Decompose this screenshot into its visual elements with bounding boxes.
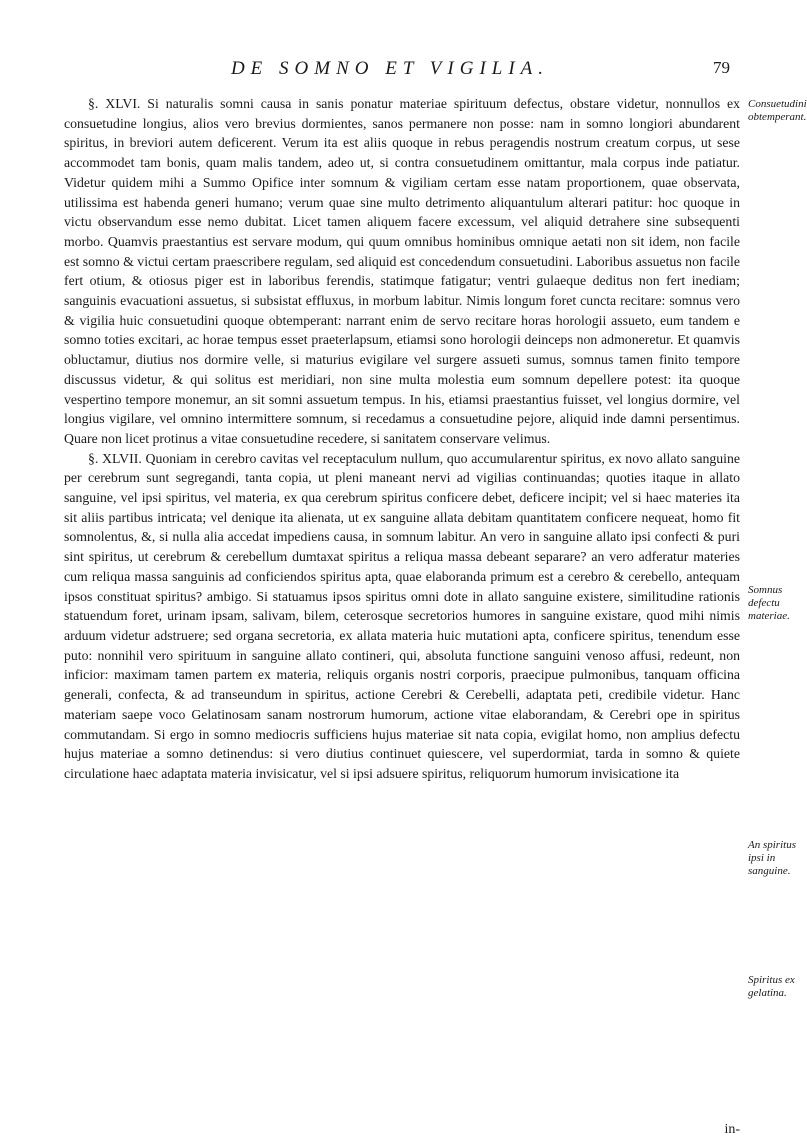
catchword: in- xyxy=(724,1122,740,1137)
body-text xyxy=(64,94,740,784)
paragraph-xlvi: §. XLVI. Si naturalis somni causa in sanis ponatur materiae spirituum defectus, obstare videtur, nonnullos ex consuetudine longius, alios vero brevius dormientes, sanos permanere non posse: nam in somno longiori abundarent spiritus, in breviori autem deficerent. Verum ita est aliis quoque in rebus peragendis nostrum creatum corpus, ut sese accommodet tam bonis, quam malis tandem, adeo ut, si contra consuetudinem omittantur, mala corpus inde patiatur. Videtur quidem mihi a Summo Opifice inter somnum & vigiliam certam esse natam proportionem, quae observata, utilissima est habenda generi humano; verum quae sine multo detrimento aliquantulum alterari patitur: hoc quoque in victu observandum esse nemo dubitat. Licet tamen aliquem facere excessum, vel aliquid detrahere sine subsequenti morbo. Quamvis praestantius est servare modum, qui quum omnibus hominibus omnique aetati non sit idem, non facile est somno & victui certam praescribere regulam, sed aliquid est concedendum consuetudini. Laboribus assuetus non facile fert otium, & otiosus piger est in laboribus ferendis, statimque fatigatur; ventri gulaeque deditus non fert inediam; sanguinis evacuationi assuetus, si subsistat effluxus, in morbum labitur. Nimis longum foret cuncta recitare: somnus vero & vigilia huic consuetudini quoque obtemperant: narrant enim de servo recitare horas horologii assueto, eum tandem e somno toties excitari, ac horae tempus esset praeterlapsum, etiamsi sono horologii deinceps non admoneretur. Et quamvis obluctamur, diutius nos dormire velle, si maturius evigilare vel surgere assueti sumus, somnus tamen finito tempore discussus videtur, & qui solitus est meridiari, non sine multa molestia eum somnum depellere potest: ita quoque vespertino tempore monemur, an sit somni assuetum tempus. In his, etiamsi praestantius fuisset, vel longius dormire, vel longius vigilare, vel omnino intermittere somnum, si recedamus a consuetudine pejore, aliquid inde damni persentimus. Quare non licet protinus a vitae consuetudine recedere, si sanitatem conservare velimus. xyxy=(64,96,740,446)
margin-note: Consuetudini obtemperant. xyxy=(748,98,807,123)
margin-note: Spiritus ex gelatina. xyxy=(748,974,795,999)
page-number: 79 xyxy=(713,58,730,77)
paragraph-xlvii: §. XLVII. Quoniam in cerebro cavitas vel receptaculum nullum, quo accumularentur spiritus, ex novo allato sanguine per cerebrum sunt segregandi, tanta copia, ut pleni maneant nervi ad vigilias continuandas; quoties itaque in allato sanguine, vel ipsi spiritus, vel materia, ex qua cerebrum spiritus conficere debet, deficere incipit; vel si haec materies ita sit aliis partibus intricata; vel denique ita alienata, ut ex sanguine allata debitam quantitatem conficere nequeat, homo fit somnolentus, &, si nulla alia accedat impediens causa, in somnum labitur. An vero in sanguine allato ipsi confecti & puri sint spiritus, ut cerebrum & cerebellum dumtaxat spiritus a reliqua massa debeant separare? an vero adferatur materies cum reliqua massa sanguinis ad conficiendos spiritus apta, quae elaboranda primum est a cerebro & cerebello, antequam ipsos constituat spiritus? ambigo. Si statuamus ipsos spiritus omni dote in allato sanguine existere, similitudine rationis statuendum foret, urinam ipsam, salivam, bilem, ceterosque secretorios humores in sanguine existare, quod mihi nimis arduum videtur adstruere; sed organa secretoria, ex allata materia huic mutationi apta, conficere spiritus, tenendum esse puto: nonnihil vero spirituum in sanguine allato contineri, qui, absoluta functione sanguini venoso affusi, redeunt, non inficior: maximam tamen partem ex materia, reliquis organis nostri corporis, praecipue pulmonibus, tanquam officina generali, confecta, & ad transeundum in spiritus, actione Cerebri & Cerebelli, adaptata peti, credibile videtur. Hanc materiam saepe voco Gelatinosam sanam nostrorum humorum, actione vitae elaborandam, & Cerebri ope in spiritus commutandam. Si ergo in somno mediocris sufficiens hujus materiae sit nata copia, evigilat homo, non amplius defectu hujus materiae a somno detinendus: si vero diutius continuet quiescere, vel superdormiat, tarda in somno & quiete circulatione haec adaptata materia invisicatur, vel si ipsi adsuere spiritus, reliquorum humorum invisicatione ita xyxy=(64,450,740,781)
page-header xyxy=(90,58,730,88)
margin-note: An spiritus ipsi in sanguine. xyxy=(748,839,796,877)
running-title: DE SOMNO ET VIGILIA. xyxy=(230,58,550,79)
margin-note: Somnus defectu materiae. xyxy=(748,584,790,622)
